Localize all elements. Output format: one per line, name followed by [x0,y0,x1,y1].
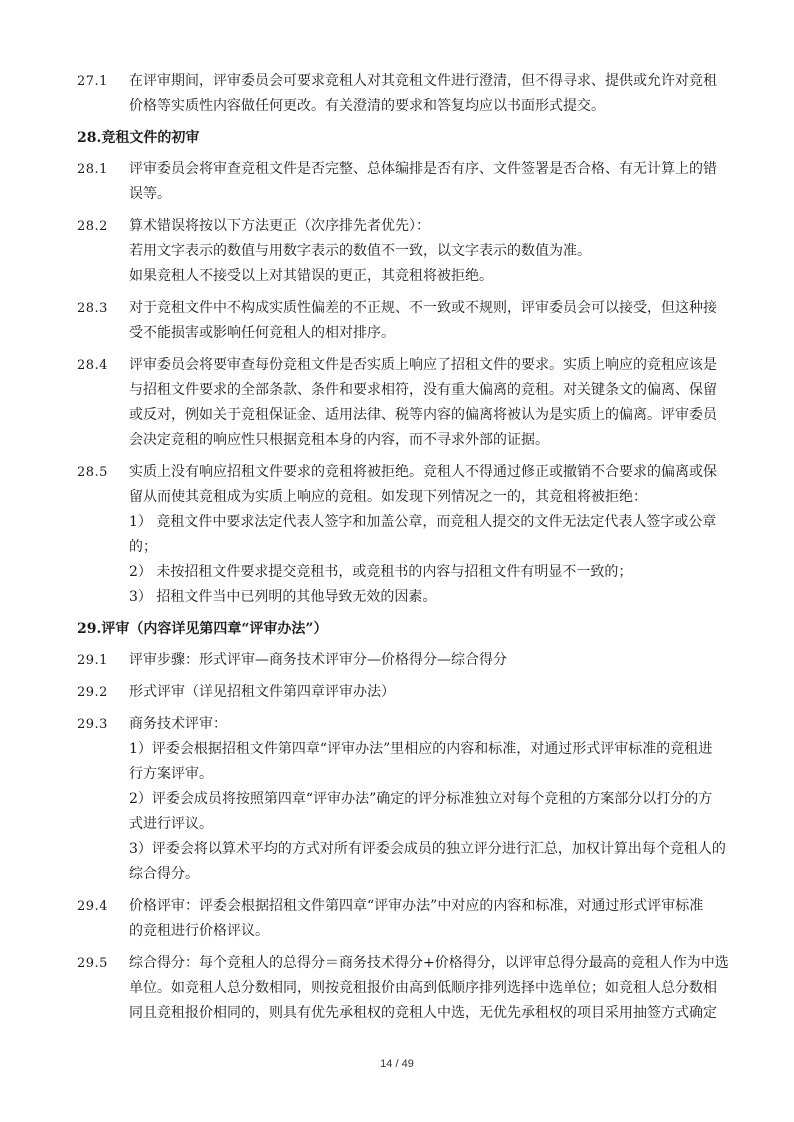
clause-item [77,894,717,944]
clause-line: 会决定竞租的响应性只根据竞租本身的内容，而不寻求外部的证据。 [129,432,549,448]
clause-line: 如果竞租人不接受以上对其错误的更正，其竞租将被拒绝。 [129,268,493,284]
clause-text [129,951,729,1026]
clause-line: 商务技术评审： [129,716,227,732]
clause-text [129,353,717,453]
clause-line: 2） 未按招租文件要求提交竞租书，或竞租书的内容与招租文件有明显不一致的； [129,564,633,580]
clause-item [77,712,726,887]
clause-line: 评审步骤：形式评审—商务技术评审分—价格得分—综合得分 [129,652,507,668]
clause-line: 或反对，例如关于竞租保证金、适用法律、税等内容的偏离将被认为是实质上的偏离。评审委员 [129,407,717,423]
clause-item [77,296,717,346]
clause-text [129,214,717,289]
clause-line: 的竞租进行价格评议。 [129,923,269,939]
clause-line: 若用文字表示的数值与用数字表示的数值不一致，以文字表示的数值为准。 [129,243,591,259]
clause-line: 1） 竞租文件中要求法定代表人签字和加盖公章，而竞租人提交的文件无法定代表人签字或公章 [129,514,717,530]
clause-line: 误等。 [129,186,171,202]
clause-line: 受不能损害或影响任何竞租人的相对排序。 [129,325,395,341]
clause-line: 单位。如竞租人总分数相同，则按竞租报价由高到低顺序排列选择中选单位；如竞租人总分数相 [129,980,717,996]
clause-text [129,157,717,207]
clause-text [129,296,717,346]
clause-item [77,680,717,705]
clause-item [77,951,729,1026]
clause-line: 评审委员会将审查竞租文件是否完整、总体编排是否有序、文件签署是否合格、有无计算上的错 [129,161,717,177]
clause-text [129,712,726,887]
section-heading: 28.竞租文件的初审 [77,130,200,146]
clause-line: 形式评审（详见招租文件第四章评审办法） [129,684,395,700]
clause-line: 1）评委会根据招租文件第四章“评审办法”里相应的内容和标准，对通过形式评审标准的竞租进 [129,741,713,757]
clause-number: 28.2 [77,219,108,234]
clause-line: 3）评委会将以算术平均的方式对所有评委会成员的独立评分进行汇总，加权计算出每个竞租人的 [129,841,726,857]
clause-line: 与招租文件要求的全部条款、条件和要求相符，没有重大偏离的竞租。对关键条文的偏离、保留 [129,382,717,398]
clause-number: 27.1 [77,74,108,89]
clause-item [77,648,717,673]
clause-text [129,460,717,610]
clause-line: 留从而使其竞租成为实质上响应的竞租。如发现下列情况之一的，其竞租将被拒绝： [129,489,647,505]
section-heading: 29.评审（内容详见第四章“评审办法”） [77,621,328,637]
clause-number: 29.1 [77,653,108,668]
clause-line: 综合得分：每个竞租人的总得分＝商务技术得分+价格得分，以评审总得分最高的竞租人作为中选 [129,955,729,971]
clause-item [77,157,717,207]
clause-text [129,680,717,705]
clause-line: 价格评审：评委会根据招租文件第四章“评审办法”中对应的内容和标准，对通过形式评审标准 [129,898,704,914]
clause-number: 28.3 [77,301,108,316]
clause-number: 29.4 [77,899,108,914]
clause-item [77,69,717,119]
clause-text [129,69,717,119]
clause-line: 式进行评议。 [129,816,213,832]
clause-line: 评审委员会将要审查每份竞租文件是否实质上响应了招租文件的要求。实质上响应的竞租应该是 [129,357,717,373]
clause-line: 同且竞租报价相同的，则具有优先承租权的竞租人中选，无优先承租权的项目采用抽签方式确定 [129,1005,717,1021]
document-body [77,69,729,1033]
clause-item [77,353,717,453]
clause-item [77,460,717,610]
clause-number: 28.1 [77,162,108,177]
clause-number: 28.5 [77,465,108,480]
clause-item [77,214,717,289]
clause-number: 29.2 [77,685,108,700]
clause-line: 3） 招租文件当中已列明的其他导致无效的因素。 [129,589,437,605]
clause-line: 实质上没有响应招租文件要求的竞租将被拒绝。竞租人不得通过修正或撤销不合要求的偏离或保 [129,464,717,480]
clause-line: 行方案评审。 [129,766,213,782]
clause-number: 28.4 [77,358,108,373]
clause-text [129,648,717,673]
clause-line: 价格等实质性内容做任何更改。有关澄清的要求和答复均应以书面形式提交。 [129,98,605,114]
clause-text [129,894,717,944]
clause-number: 29.3 [77,717,108,732]
clause-line: 对于竞租文件中不构成实质性偏差的不正规、不一致或不规则，评审委员会可以接受，但这种接 [129,300,717,316]
clause-number: 29.5 [77,956,108,971]
clause-line: 的； [129,539,157,555]
clause-line: 在评审期间，评审委员会可要求竞租人对其竞租文件进行澄清，但不得寻求、提供或允许对竞租 [129,73,717,89]
clause-line: 算术错误将按以下方法更正（次序排先者优先）： [129,218,430,234]
page-number: 14 / 49 [380,1058,414,1070]
clause-line: 2）评委会成员将按照第四章“评审办法”确定的评分标准独立对每个竞租的方案部分以打分的方 [129,791,713,807]
clause-line: 综合得分。 [129,866,199,882]
